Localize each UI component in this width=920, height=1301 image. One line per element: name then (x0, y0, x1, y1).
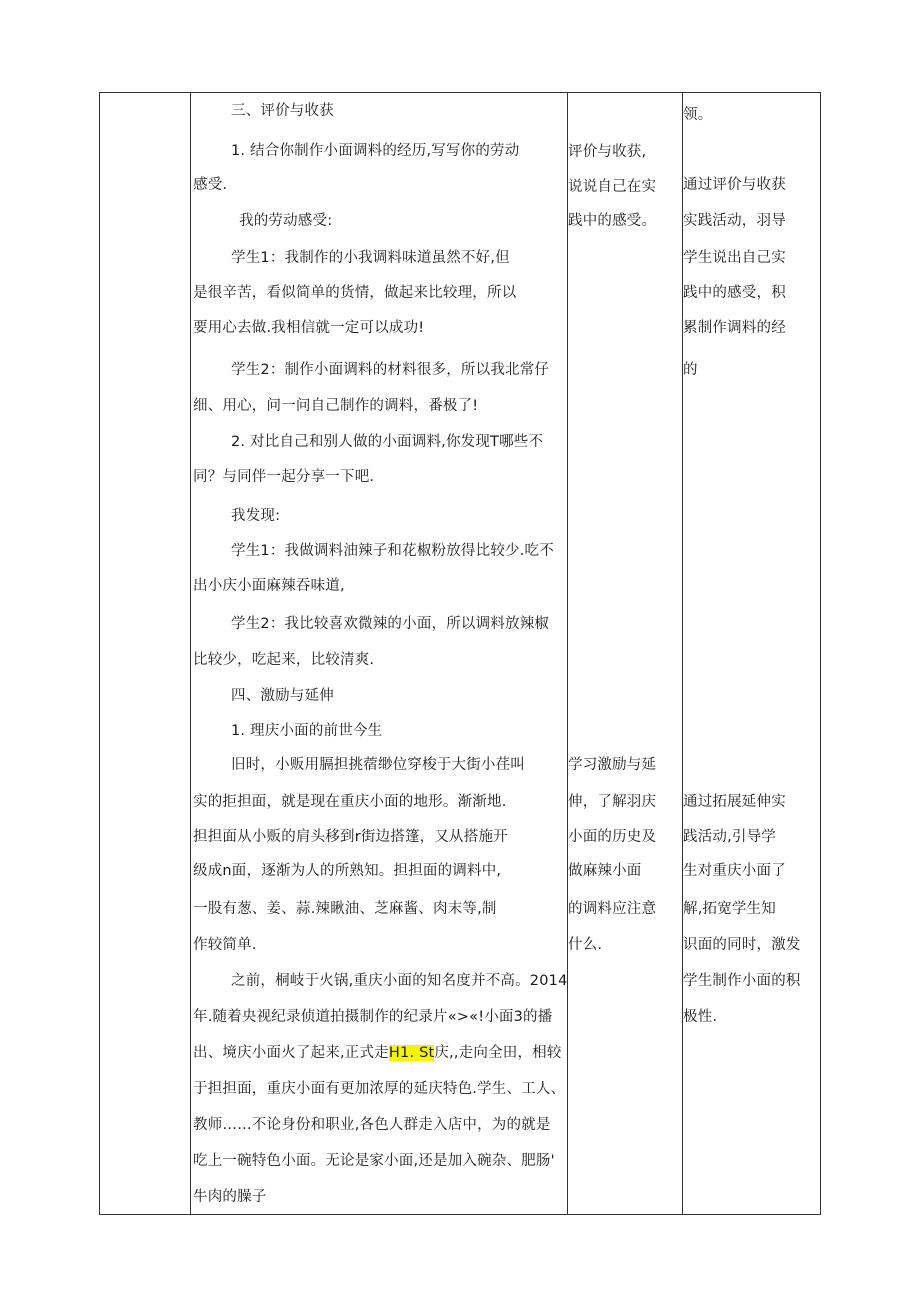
intent-line: 践活动,引导学 (683, 829, 777, 845)
content-line: 2. 对比自己和别人做的小面调料,你发现T哪些不 (231, 434, 544, 450)
intent-line: 学生说出自己实 (683, 250, 786, 266)
content-line: 于担担面，重庆小面有更加浓厚的延庆特色.学生、工人、 (193, 1081, 566, 1097)
content-line: 同？与同伴一起分享一下吧. (193, 469, 375, 485)
intent-line: 累制作调料的经 (683, 320, 786, 336)
intent-line: 通过评价与收获 (683, 177, 786, 193)
intent-line: 实践活动，羽导 (683, 213, 786, 229)
section-heading-evaluation: 三、评价与收获 (231, 103, 334, 119)
activity-line: 做麻辣小面 (568, 863, 642, 879)
activity-line: 小面的历史及 (568, 829, 657, 845)
teaching-content-cell (191, 93, 567, 1214)
activity-line: 评价与收获, (568, 144, 647, 160)
content-line: 学生1：我做调料油辣子和花椒粉放得比较少.吃不 (231, 543, 554, 559)
intent-line: 学生制作小面的积 (683, 973, 801, 989)
activity-line: 什么. (568, 937, 603, 953)
section-heading-extension: 四、激励与延伸 (231, 688, 334, 704)
content-line-part: 庆,,走向全田，相较 (434, 1045, 562, 1061)
content-line: 担担面从小贩的肩头移到r街边搭篷，又从搭施开 (193, 829, 508, 845)
student-activity-cell (568, 93, 682, 1214)
content-line: 一股有葱、姜、蒜.辣瞅油、芝麻酱、肉末等,制 (193, 901, 497, 917)
content-line: 感受. (193, 177, 228, 193)
intent-line: 极性. (683, 1009, 718, 1025)
content-line: 实的拒担面，就是现在重庆小面的地形。渐渐地. (193, 794, 507, 810)
activity-line: 践中的感受。 (568, 213, 657, 229)
content-line: 旧时，小贩用膈担挑蓿缈位穿梭于大街小荏叫 (231, 757, 525, 773)
activity-line: 学习激励与延 (568, 757, 657, 773)
content-line: 牛肉的臊子 (193, 1189, 267, 1205)
intent-line: 解,拓宽学生知 (683, 901, 777, 917)
activity-line: 伸，了解羽庆 (568, 794, 657, 810)
left-empty-cell (100, 93, 190, 1214)
content-line: 我发现: (231, 508, 281, 524)
content-line: 是很辛苦，看似简单的货情，做起来比较理，所以 (193, 285, 517, 301)
content-line: 要用心去做.我相信就一定可以成功! (193, 320, 425, 336)
intent-line: 领。 (683, 107, 713, 123)
content-line: 学生2：制作小面调料的材料很多，所以我北常仔 (231, 362, 550, 378)
content-line: 学生1：我制作的小我调料味道虽然不好,但 (231, 250, 510, 266)
content-line-part: 出、境庆小面火了起来,正式走 (193, 1045, 389, 1061)
intent-line: 的 (683, 362, 698, 378)
content-line: 1. 结合你制作小面调料的经历,写写你的劳动 (231, 143, 520, 159)
content-line: 作较简单. (193, 937, 257, 953)
activity-line: 说说自己在实 (568, 179, 657, 195)
content-line: 1. 理庆小面的前世今生 (231, 723, 383, 739)
content-line: 学生2：我比较喜欢微辣的小面，所以调料放辣椒 (231, 616, 550, 632)
content-line: 吃上一碗特色小面。无论是家小面,还是加入碗杂、肥肠' (193, 1153, 555, 1169)
content-line: 出小庆小面麻辣吞味道, (193, 578, 345, 594)
intent-line: 识面的同时，激发 (683, 937, 801, 953)
content-line: 之前，桐岐于火锅,重庆小面的知名度并不高。2014 (231, 973, 568, 989)
content-line: 年.随着央视纪录侦道拍摄制作的纪录片«>«!小面3的播 (193, 1009, 553, 1025)
content-line: 细、用心，问一问自己制作的调料，番极了! (193, 398, 479, 414)
content-line: 我的劳动感受: (239, 213, 333, 229)
intent-line: 践中的感受，积 (683, 285, 786, 301)
intent-line: 通过拓展延伸实 (683, 794, 786, 810)
activity-line: 的调料应注意 (568, 901, 657, 917)
content-line: 比较少，吃起来，比较清爽. (193, 652, 375, 668)
lesson-plan-table (99, 92, 821, 1215)
design-intent-cell (683, 93, 820, 1214)
highlighted-text: H1. St (388, 1045, 435, 1061)
intent-line: 生对重庆小面了 (683, 863, 786, 879)
content-line: 教师……不论身份和职业,各色人群走入店中，为的就是 (193, 1117, 551, 1133)
content-line (193, 1043, 562, 1063)
content-line: 级成n面，逐渐为人的所熟知。担担面的调料中, (193, 863, 502, 879)
